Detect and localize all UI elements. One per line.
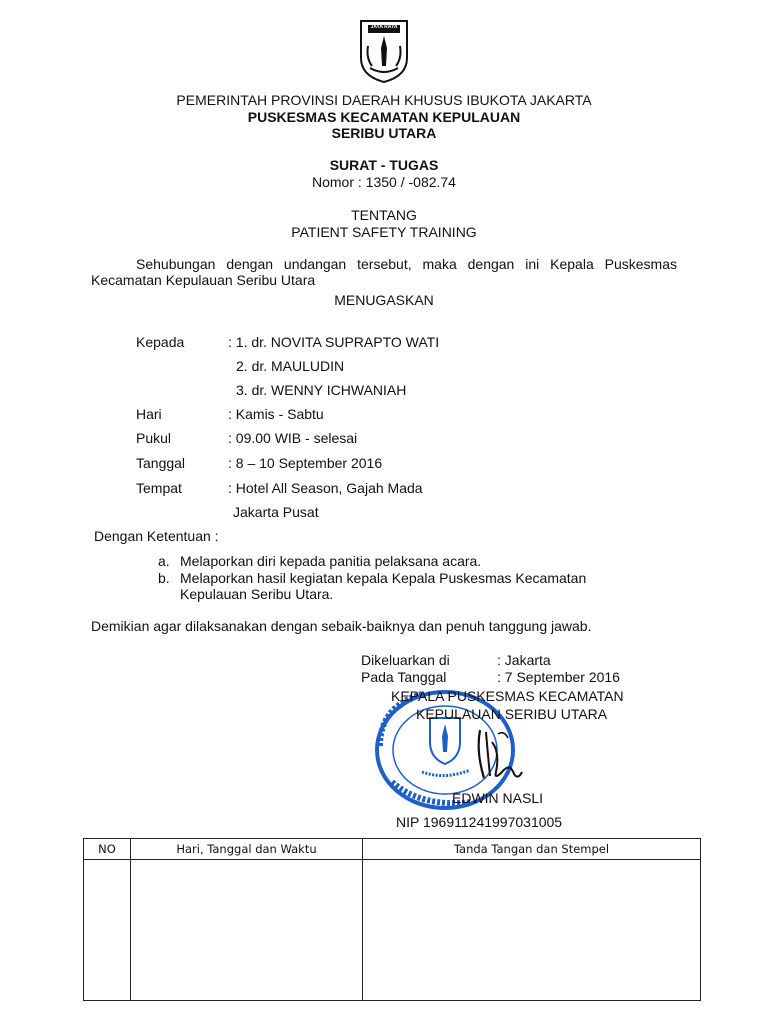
issued-label: Dikeluarkan di (361, 652, 450, 668)
pukul-value: : 09.00 WIB - selesai (228, 430, 358, 446)
table-cell-date (131, 860, 363, 1001)
table-header-no: NO (84, 839, 131, 860)
term-b-marker: b. (158, 570, 170, 586)
intro-line-2: Kecamatan Kepulauan Seribu Utara (91, 272, 316, 288)
letter-about: TENTANG (351, 207, 417, 223)
table-header-row (84, 839, 701, 860)
tanggal-value: : 8 – 10 September 2016 (228, 455, 383, 471)
tempat-value: : Hotel All Season, Gajah Mada (228, 480, 423, 496)
term-b-text-1: Melaporkan hasil kegiatan kepala Kepala Puskesmas Kecamatan (180, 570, 587, 586)
tempat-value-2: Jakarta Pusat (233, 504, 319, 520)
table-row (84, 860, 701, 1001)
letter-title: SURAT - TUGAS (329, 157, 439, 173)
header-government: PEMERINTAH PROVINSI DAERAH KHUSUS IBUKOTA JAKARTA (176, 92, 592, 108)
position-line-2: KEPULAUAN SERIBU UTARA (416, 706, 608, 722)
hari-label: Hari (136, 406, 162, 422)
signer-nip: NIP 196911241997031005 (396, 814, 563, 830)
date-value: : 7 September 2016 (497, 669, 620, 685)
hari-value: : Kamis - Sabtu (228, 406, 324, 422)
header-location: SERIBU UTARA (331, 125, 437, 141)
kepada-value-3: 3. dr. WENNY ICHWANIAH (236, 382, 407, 398)
term-a-marker: a. (158, 553, 170, 569)
term-b-text-2: Kepulauan Seribu Utara. (180, 586, 334, 602)
date-label: Pada Tanggal (361, 669, 447, 685)
position-line-1: KEPALA PUSKESMAS KECAMATAN (391, 688, 624, 704)
letter-number: Nomor : 1350 / -082.74 (312, 174, 456, 190)
signature-table (83, 838, 701, 1001)
tempat-label: Tempat (136, 480, 182, 496)
tanggal-label: Tanggal (136, 455, 186, 471)
closing-statement: Demikian agar dilaksanakan dengan sebaik-baiknya dan penuh tanggung jawab. (91, 618, 592, 634)
emblem-motto: JAYA RAYA (370, 24, 398, 30)
kepada-label: Kepada (136, 334, 185, 350)
signature-scribble (470, 722, 526, 784)
header-institution: PUSKESMAS KECAMATAN KEPULAUAN (247, 109, 521, 125)
issued-value: : Jakarta (497, 652, 551, 668)
letter-subject: PATIENT SAFETY TRAINING (291, 224, 477, 240)
kepada-value-2: 2. dr. MAULUDIN (236, 358, 345, 374)
signer-name: EDWIN NASLI (452, 790, 544, 806)
term-a-text: Melaporkan diri kepada panitia pelaksana acara. (180, 553, 482, 569)
table-header-date: Hari, Tanggal dan Waktu (131, 839, 363, 860)
intro-line-1: Sehubungan dengan undangan tersebut, maka dengan ini Kepala Puskesmas (136, 256, 677, 272)
table-cell-no (84, 860, 131, 1001)
table-cell-signature (363, 860, 701, 1001)
terms-heading: Dengan Ketentuan : (94, 528, 219, 544)
table-header-signature: Tanda Tangan dan Stempel (363, 839, 701, 860)
pukul-label: Pukul (136, 430, 172, 446)
assign-heading: MENUGASKAN (334, 292, 434, 308)
kepada-value-1: : 1. dr. NOVITA SUPRAPTO WATI (228, 334, 440, 350)
